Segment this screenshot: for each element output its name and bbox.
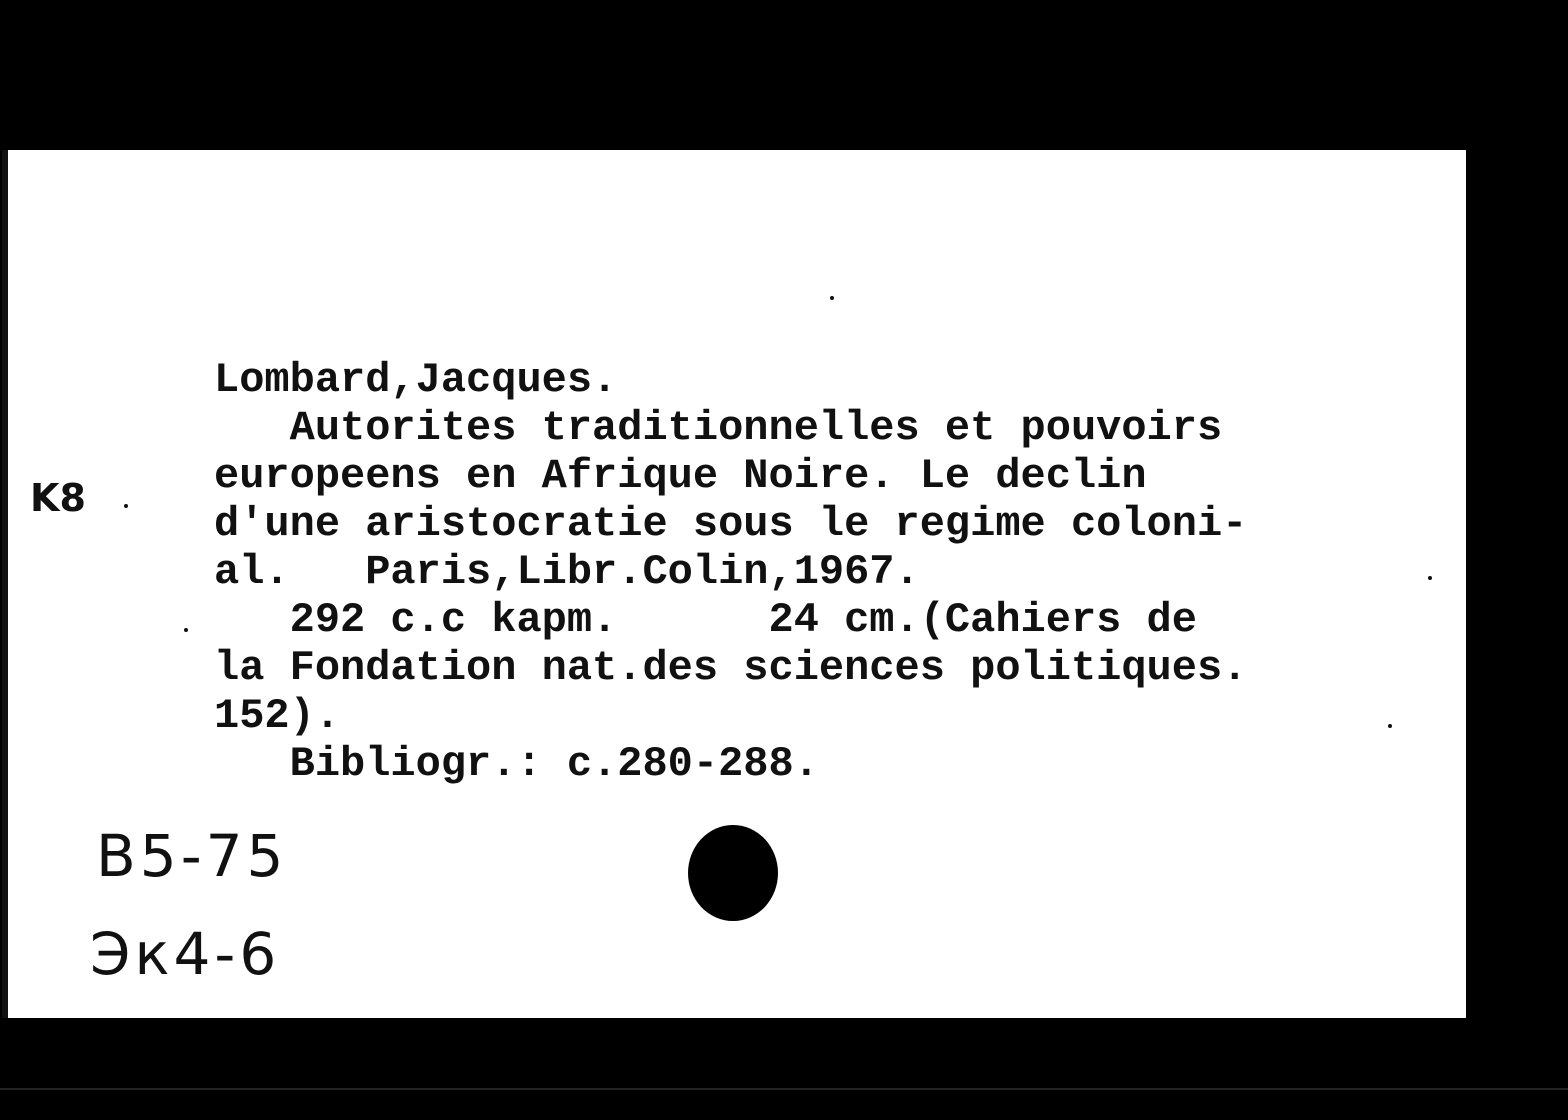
title-line-3: d'une aristocratie sous le regime coloni- <box>214 500 1248 548</box>
title-line-2: europeens en Afrique Noire. Le declin <box>214 452 1147 500</box>
collation-line: 292 c.c kapm. 24 cm.(Cahiers de <box>214 596 1197 644</box>
punch-hole <box>688 825 778 921</box>
ink-speck <box>1428 576 1432 580</box>
author-line: Lombard,Jacques. <box>214 356 618 404</box>
handwritten-call-number-1: B5-75 <box>96 822 288 890</box>
ink-speck <box>1388 724 1392 728</box>
series-line: la Fondation nat.des sciences politiques. <box>214 644 1248 692</box>
ink-speck <box>124 504 128 508</box>
imprint-line: al. Paris,Libr.Colin,1967. <box>214 548 920 596</box>
ink-speck <box>184 628 188 632</box>
title-line-1: Autorites traditionnelles et pouvoirs <box>214 404 1223 452</box>
bibliography-note: Bibliogr.: c.280-288. <box>214 740 819 788</box>
shelf-mark: K8 <box>30 476 86 520</box>
ink-speck <box>830 296 834 300</box>
scan-edge <box>0 1088 1568 1090</box>
series-number-line: 152). <box>214 692 341 740</box>
handwritten-call-number-2: Эк4-6 <box>90 920 281 988</box>
